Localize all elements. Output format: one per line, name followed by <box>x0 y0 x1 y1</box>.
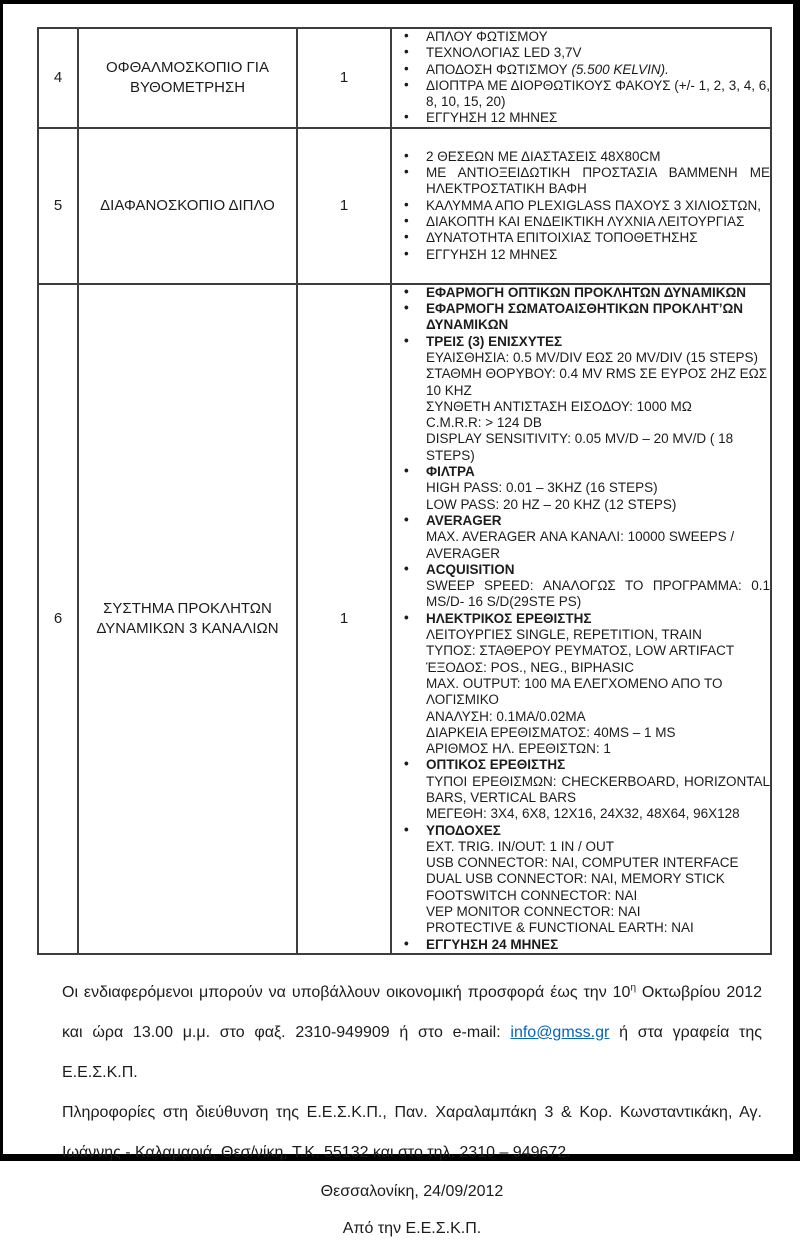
bullet-icon: • <box>404 756 409 772</box>
spec-list <box>392 149 770 263</box>
spec-item <box>392 301 770 334</box>
item-name: ΣΥΣΤΗΜΑ ΠΡΟΚΛΗΤΩΝ ΔΥΝΑΜΙΚΩΝ 3 ΚΑΝΑΛΙΩΝ <box>78 284 297 954</box>
spec-text-italic: (5.500 KELVIN). <box>567 61 669 77</box>
bullet-icon: • <box>404 147 409 163</box>
spec-subline: DISPLAY SENSITIVITY: 0.05 MV/D – 20 MV/D ( 18 STEPS) <box>426 431 734 463</box>
spec-subline: HIGH PASS: 0.01 – 3KHZ (16 STEPS) <box>426 480 658 496</box>
bullet-icon: • <box>404 76 409 92</box>
spec-subline: ΑΝΑΛΥΣΗ: 0.1ΜΑ/0.02ΜΑ <box>426 708 586 724</box>
spec-subline: PROTECTIVE & FUNCTIONAL EARTH: ΝΑΙ <box>426 920 694 936</box>
spec-subline: ΛΕΙΤΟΥΡΓΙΕΣ SINGLE, REPETITION, TRAIN <box>426 627 702 643</box>
spec-text: ΗΛΕΚΤΡΙΚΟΣ ΕΡΕΘΙΣΤΗΣ <box>426 610 592 626</box>
bullet-icon: • <box>404 229 409 245</box>
bullet-icon: • <box>404 463 409 479</box>
spec-subline: DUAL USB CONNECTOR: ΝΑΙ, MEMORY STICK <box>426 871 725 887</box>
footer-city-date: Θεσσαλονίκη, 24/09/2012 <box>320 1182 504 1200</box>
spec-text: ΦΙΛΤΡΑ <box>426 464 475 480</box>
spec-subline: SWEEP SPEED: ΑΝΑΛΟΓΩΣ ΤΟ ΠΡΟΓΡΑΜΜΑ: 0.1 MS/D- 16 S/D(29STE PS) <box>426 578 770 610</box>
spec-item <box>392 198 770 214</box>
spec-subline: ΤΥΠΟΣ: ΣΤΑΘΕΡΟΥ ΡΕΥΜΑΤΟΣ, LOW ARTIFACT <box>426 643 735 659</box>
spec-text: ΤΕΧΝΟΛΟΓΙΑΣ LED 3,7V <box>426 45 582 61</box>
spec-item <box>392 513 770 562</box>
spec-subline: VEP MONITOR CONNECTOR: ΝΑΙ <box>426 904 641 920</box>
item-quantity: 1 <box>297 128 391 284</box>
spec-text: ΚΑΛΥΜΜΑ ΑΠΟ PLEXIGLASS ΠΑΧΟΥΣ 3 ΧΙΛΙΟΣΤΩΝ, <box>426 197 761 213</box>
spec-item <box>392 285 770 301</box>
spec-subline: ΜΕΓΕΘΗ: 3Χ4, 6Χ8, 12Χ16, 24Χ32, 48Χ64, 96Χ128 <box>426 806 740 822</box>
spec-text: ΕΦΑΡΜΟΓΗ ΣΩΜΑΤΟΑΙΣΘΗΤΙΚΩΝ ΠΡΟΚΛΗΤ’ΩΝ ΔΥΝΑΜΙΚΩΝ <box>426 301 744 333</box>
bullet-icon: • <box>404 60 409 76</box>
bullet-icon: • <box>404 28 409 43</box>
spec-text: ΕΓΓΥΗΣΗ 12 ΜΗΝΕΣ <box>426 246 558 262</box>
spec-item <box>392 29 770 45</box>
bullet-icon: • <box>404 609 409 625</box>
bullet-icon: • <box>404 821 409 837</box>
spec-item <box>392 937 770 953</box>
item-number: 5 <box>38 128 78 284</box>
item-name: ΔΙΑΦΑΝΟΣΚΟΠΙΟ ΔΙΠΛΟ <box>78 128 297 284</box>
bullet-icon: • <box>404 283 409 299</box>
spec-item <box>392 757 770 822</box>
spec-text: ΕΦΑΡΜΟΓΗ ΟΠΤΙΚΩΝ ΠΡΟΚΛΗΤΩΝ ΔΥΝΑΜΙΚΩΝ <box>426 284 747 300</box>
item-number: 6 <box>38 284 78 954</box>
footer-paragraph-info: Πληροφορίες στη διεύθυνση της Ε.Ε.Σ.Κ.Π., Παν. Χαραλαμπάκη 3 & Κορ. Κωνσταντικάκη, Αγ. Ιωάννης - Καλαμαριά, Θεσ/νίκη, Τ.Κ. 55132 και στο τηλ. 2310 – 949672. <box>62 1103 762 1161</box>
spec-item <box>392 149 770 165</box>
spec-item <box>392 78 770 111</box>
bullet-icon: • <box>404 560 409 576</box>
item-quantity: 1 <box>297 28 391 128</box>
spec-text: ΟΠΤΙΚΟΣ ΕΡΕΘΙΣΤΗΣ <box>426 757 566 773</box>
spec-item <box>392 464 770 513</box>
footer <box>62 973 762 1247</box>
spec-text: ΥΠΟΔΟΧΕΣ <box>426 822 501 838</box>
spec-list <box>392 29 770 127</box>
footer-text: Οι ενδιαφερόμενοι μπορούν να υποβάλλουν οικονομική προσφορά έως την 10 <box>62 983 631 1001</box>
spec-subline: ΤΥΠΟΙ ΕΡΕΘΙΣΜΩΝ: CHECKERBOARD, HORIZONTAL BARS, VERTICAL BARS <box>426 773 770 805</box>
spec-item <box>392 214 770 230</box>
bullet-icon: • <box>404 300 409 316</box>
items-table <box>37 27 772 955</box>
bullet-icon: • <box>404 44 409 60</box>
spec-subline: MAX. AVERAGER ΑΝΑ ΚΑΝΑΛΙ: 10000 SWEEPS / AVERAGER <box>426 529 735 561</box>
bullet-icon: • <box>404 511 409 527</box>
spec-text: ΑΠΛΟΥ ΦΩΤΙΣΜΟΥ <box>426 29 548 44</box>
spec-text: ΕΓΓΥΗΣΗ 24 ΜΗΝΕΣ <box>426 936 559 952</box>
item-quantity: 1 <box>297 284 391 954</box>
spec-subline: FOOTSWITCH CONNECTOR: ΝΑΙ <box>426 887 638 903</box>
spec-text: 2 ΘΕΣΕΩΝ ΜΕ ΔΙΑΣΤΑΣΕΙΣ 48Χ80CM <box>426 148 661 164</box>
spec-text: ΔΙΟΠΤΡΑ ΜΕ ΔΙΟΡΘΩΤΙΚΟΥΣ ΦΑΚΟΥΣ (+/- 1, 2, 3, 4, 6, 8, 10, 15, 20) <box>426 77 770 110</box>
spec-text: ΑΠΟΔΟΣΗ ΦΩΤΙΣΜΟΥ <box>426 61 568 77</box>
bullet-icon: • <box>404 196 409 212</box>
spec-subline: MAX. OUTPUT: 100 MA ΕΛΕΓΧΟΜΕΝΟ ΑΠΟ ΤΟ ΛΟΓΙΣΜΙΚΟ <box>426 675 723 708</box>
spec-item <box>392 165 770 198</box>
spec-text: AVERAGER <box>426 512 502 528</box>
spec-item <box>392 62 770 78</box>
spec-subline: EXT. TRIG. IN/OUT: 1 IN / OUT <box>426 838 615 854</box>
footer-text: Οκτωβρίου 2012 και ώρα 13.00 μ.μ. στο φαξ. 2310-949909 ή στο e-mail: <box>62 983 763 1041</box>
footer-signoff: Από την Ε.Ε.Σ.Κ.Π. <box>342 1219 482 1237</box>
spec-subline: ΔΙΑΡΚΕΙΑ ΕΡΕΘΙΣΜΑΤΟΣ: 40MS – 1 MS <box>426 724 676 740</box>
table-row <box>38 284 771 954</box>
spec-item <box>392 334 770 464</box>
table-row <box>38 28 771 128</box>
spec-item <box>392 823 770 937</box>
bullet-icon: • <box>404 164 409 180</box>
spec-item <box>392 562 770 611</box>
item-specs <box>391 128 771 284</box>
bullet-icon: • <box>404 332 409 348</box>
spec-text: ΕΓΓΥΗΣΗ 12 ΜΗΝΕΣ <box>426 110 558 126</box>
spec-subline: ΈΞΟΔΟΣ: POS., NEG., BIPHASIC <box>426 659 634 675</box>
footer-text: ή στα γραφεία της Ε.Ε.Σ.Κ.Π. <box>62 1023 762 1081</box>
spec-subline: LOW PASS: 20 HZ – 20 KHZ (12 STEPS) <box>426 496 677 512</box>
spec-subline: C.M.R.R: > 124 DB <box>426 415 542 431</box>
spec-item <box>392 230 770 246</box>
superscript-eta: η <box>630 982 636 994</box>
spec-subline: USB CONNECTOR: ΝΑΙ, COMPUTER INTERFACE <box>426 855 739 871</box>
item-number: 4 <box>38 28 78 128</box>
bullet-icon: • <box>404 212 409 228</box>
spec-subline: ΑΡΙΘΜΟΣ ΗΛ. ΕΡΕΘΙΣΤΩΝ: 1 <box>426 741 611 757</box>
spec-subline: ΕΥΑΙΣΘΗΣΙΑ: 0.5 MV/DIV ΕΩΣ 20 MV/DIV (15 STEPS) <box>426 349 758 365</box>
table-row <box>38 128 771 284</box>
spec-subline: ΣΥΝΘΕΤΗ ΑΝΤΙΣΤΑΣΗ ΕΙΣΟΔΟΥ: 1000 ΜΩ <box>426 398 692 414</box>
spec-item <box>392 247 770 263</box>
spec-item <box>392 110 770 126</box>
spec-text: ΤΡΕΙΣ (3) ΕΝΙΣΧΥΤΕΣ <box>426 333 563 349</box>
spec-item <box>392 611 770 758</box>
item-specs <box>391 28 771 128</box>
spec-text: ΔΙΑΚΟΠΤΗ ΚΑΙ ΕΝΔΕΙΚΤΙΚΗ ΛΥΧΝΙΑ ΛΕΙΤΟΥΡΓΙΑΣ <box>426 213 745 229</box>
spec-list <box>392 285 770 953</box>
bullet-icon: • <box>404 935 409 951</box>
bullet-icon: • <box>404 109 409 125</box>
item-specs <box>391 284 771 954</box>
spec-text: ΜΕ ΑΝΤΙΟΞΕΙΔΩΤΙΚΗ ΠΡΟΣΤΑΣΙΑ ΒΑΜΜΕΝΗ ΜΕ ΗΛΕΚΤΡΟΣΤΑΤΙΚΗ ΒΑΦΗ <box>426 165 770 197</box>
item-name: ΟΦΘΑΛΜΟΣΚΟΠΙΟ ΓΙΑ ΒΥΘΟΜΕΤΡΗΣΗ <box>78 28 297 128</box>
bullet-icon: • <box>404 245 409 261</box>
spec-subline: ΣΤΑΘΜΗ ΘΟΡΥΒΟΥ: 0.4 MV RMS ΣΕ ΕΥΡΟΣ 2HZ ΕΩΣ 10 KHZ <box>426 366 768 398</box>
footer-paragraph-offer <box>62 973 762 1093</box>
spec-item <box>392 45 770 61</box>
spec-text: ACQUISITION <box>426 561 515 577</box>
spec-text: ΔΥΝΑΤΟΤΗΤΑ ΕΠΙΤΟΙΧΙΑΣ ΤΟΠΟΘΕΤΗΣΗΣ <box>426 230 698 246</box>
email-link[interactable]: info@gmss.gr <box>510 1023 610 1041</box>
